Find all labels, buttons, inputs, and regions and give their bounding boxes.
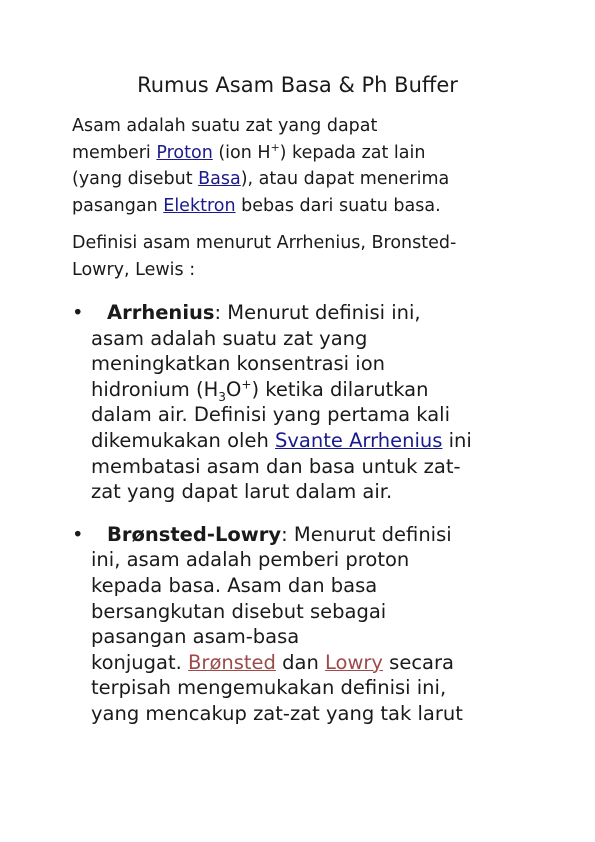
body-text: secara [382, 650, 454, 674]
body-text: hidronium (H [91, 377, 219, 401]
body-text: zat yang dapat larut dalam air. [91, 480, 393, 504]
body-text: : Menurut definisi ini, [214, 301, 421, 324]
body-text: kepada basa. Asam dan basa [91, 573, 378, 597]
intro-text: pasangan [72, 195, 164, 216]
elektron-link[interactable]: Elektron [163, 195, 236, 216]
proton-link[interactable]: Proton [156, 142, 213, 163]
superscript-plus: + [270, 140, 280, 154]
intro-text: (yang disebut [72, 169, 199, 189]
definition-text: Definisi asam menurut Arrhenius, Bronsted- [72, 233, 457, 253]
bronsted-link[interactable]: Brønsted [188, 650, 276, 674]
body-text: O [225, 377, 242, 401]
intro-text: (ion H [212, 142, 271, 163]
body-text: yang mencakup zat-zat yang tak larut [91, 701, 463, 725]
document-title: Rumus Asam Basa & Ph Buffer [137, 73, 458, 97]
basa-link[interactable]: Basa [198, 169, 241, 189]
definition-paragraph [72, 230, 532, 283]
superscript-plus: + [241, 377, 252, 392]
body-text: dalam air. Definisi yang pertama kali [91, 403, 451, 427]
body-text: meningkatkan konsentrasi ion [91, 352, 386, 376]
definition-list [72, 300, 532, 727]
body-text: bersangkutan disebut sebagai [91, 599, 387, 623]
body-text: dan [275, 650, 326, 674]
body-text: asam adalah suatu zat yang [91, 326, 368, 350]
body-text: ) ketika dilarutkan [251, 377, 429, 401]
body-text: dikemukakan oleh [91, 428, 276, 452]
intro-text: bebas dari suatu basa. [235, 195, 441, 216]
list-item-arrhenius [72, 300, 532, 505]
body-text: konjugat. [91, 650, 189, 674]
bullet-icon: • [72, 522, 84, 546]
subscript-three: 3 [218, 389, 226, 404]
body-text: : Menurut definisi [281, 522, 452, 546]
definition-text: Lowry, Lewis : [72, 259, 196, 280]
body-text: pasangan asam-basa [91, 625, 300, 649]
intro-text: memberi [72, 142, 157, 163]
term-bronsted-lowry: Brønsted-Lowry [107, 522, 282, 546]
list-item-bronsted-lowry [72, 522, 532, 727]
intro-text: Asam adalah suatu zat yang dapat [72, 116, 378, 136]
lowry-link[interactable]: Lowry [325, 650, 383, 674]
intro-paragraph [72, 113, 532, 219]
svante-arrhenius-link[interactable]: Svante Arrhenius [275, 428, 443, 452]
body-text: ini, asam adalah pemberi proton [91, 548, 410, 572]
bullet-icon: • [72, 301, 84, 324]
body-text: membatasi asam dan basa untuk zat- [91, 454, 461, 478]
body-text: ini [442, 428, 472, 452]
intro-text: ) kepada zat lain [279, 142, 426, 163]
intro-text: ), atau dapat menerima [240, 169, 450, 189]
term-arrhenius: Arrhenius [107, 301, 215, 324]
body-text: terpisah mengemukakan definisi ini, [91, 676, 447, 700]
